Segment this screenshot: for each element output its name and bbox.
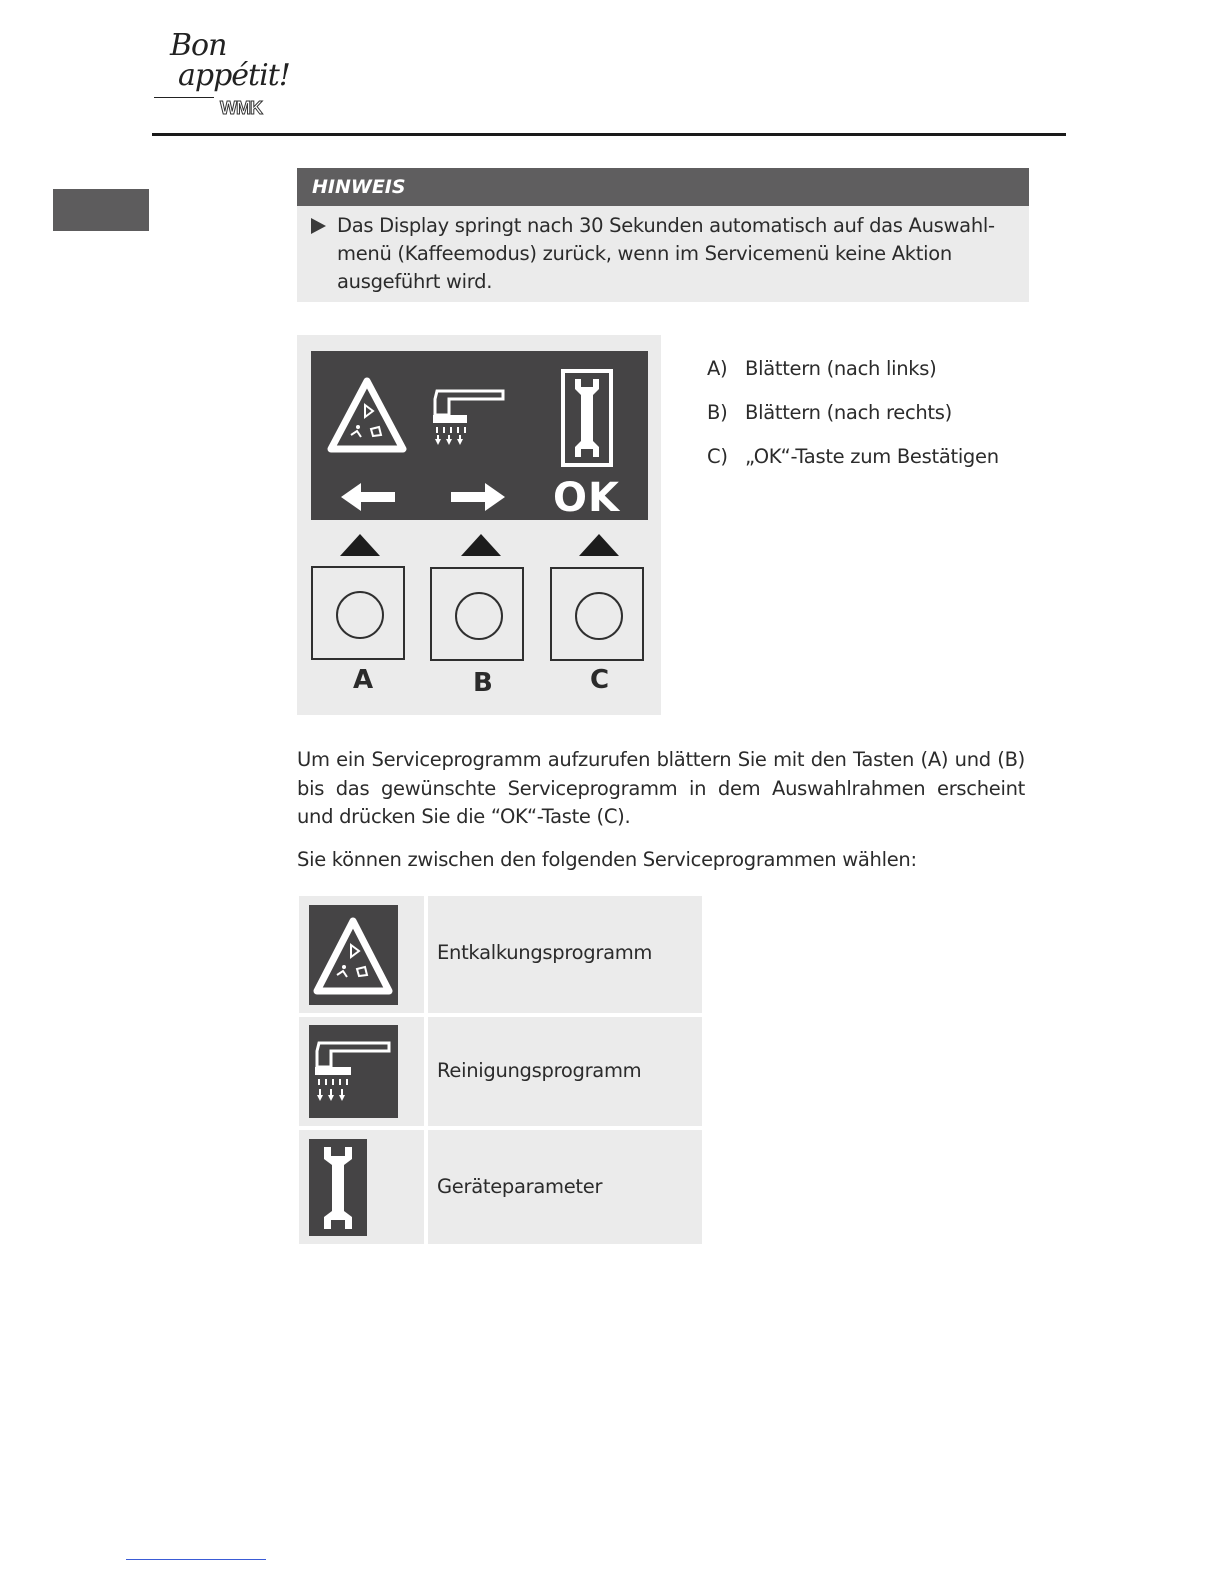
legend-text: „OK“-Taste zum Bestätigen — [745, 445, 999, 468]
button-a — [311, 566, 405, 660]
programs-intro: Sie können zwischen den folgenden Serviceprogrammen wählen: — [297, 848, 917, 871]
pointer-triangle-b — [461, 534, 501, 556]
warning-triangle-icon — [309, 905, 398, 1005]
legend-key: A) — [707, 357, 728, 380]
notice-text: Das Display springt nach 30 Sekunden automatisch auf das Auswahl-menü (Kaffeemodus) zurück, wenn im Servicemenü keine Aktion ausgeführt wird. — [337, 214, 995, 293]
chapter-tab — [53, 189, 149, 231]
notice-header — [297, 168, 1029, 206]
legend-text: Blättern (nach links) — [745, 357, 937, 380]
table-row-icon-cell — [299, 1130, 424, 1244]
arrow-left-icon — [339, 481, 397, 513]
legend-text: Blättern (nach rechts) — [745, 401, 952, 424]
footer-link-line — [126, 1559, 266, 1560]
service-programs-table — [299, 896, 702, 1246]
program-label: Geräteparameter — [437, 1175, 603, 1198]
button-c-circle — [575, 592, 623, 640]
button-a-circle — [336, 591, 384, 639]
table-row-icon-cell — [299, 896, 424, 1013]
shower-head-icon — [431, 385, 511, 455]
logo-line-1: Bon — [170, 28, 227, 63]
table-row-label-cell — [428, 896, 702, 1013]
button-c-letter: C — [590, 665, 610, 695]
table-row-icon-cell — [299, 1017, 424, 1126]
display-panel-illustration — [297, 335, 661, 715]
brand-logo — [150, 28, 290, 123]
button-a-letter: A — [353, 665, 374, 695]
notice-box — [297, 168, 1029, 302]
instruction-paragraph: Um ein Serviceprogramm aufzurufen blättern Sie mit den Tasten (A) und (B) bis das gewünschte Serviceprogramm in dem Auswahlrahmen erscheint und drücken Sie die “OK“-Taste (C). — [297, 748, 1025, 828]
wrench-icon — [561, 369, 613, 467]
table-row-label-cell — [428, 1017, 702, 1126]
wrench-icon — [309, 1139, 367, 1236]
legend-item — [707, 401, 952, 424]
ok-label: OK — [553, 475, 620, 521]
shower-head-icon — [309, 1025, 398, 1118]
bullet-arrow-icon — [311, 218, 326, 234]
table-row-label-cell — [428, 1130, 702, 1244]
program-label: Reinigungsprogramm — [437, 1059, 642, 1082]
button-b-circle — [455, 592, 503, 640]
button-c — [550, 567, 644, 661]
warning-triangle-icon — [327, 377, 407, 455]
logo-brand: WMK — [220, 98, 262, 118]
logo-underline — [154, 97, 214, 98]
legend-item — [707, 445, 999, 468]
display-screen — [311, 351, 648, 520]
notice-title: HINWEIS — [312, 176, 406, 198]
pointer-triangle-a — [340, 534, 380, 556]
legend-key: B) — [707, 401, 728, 424]
button-b — [430, 567, 524, 661]
legend-key: C) — [707, 445, 728, 468]
logo-line-2: appétit! — [178, 58, 290, 93]
program-label: Entkalkungsprogramm — [437, 941, 653, 964]
arrow-right-icon — [449, 481, 507, 513]
button-b-letter: B — [473, 668, 493, 698]
header-divider — [152, 133, 1066, 136]
legend-item — [707, 357, 936, 380]
pointer-triangle-c — [579, 534, 619, 556]
